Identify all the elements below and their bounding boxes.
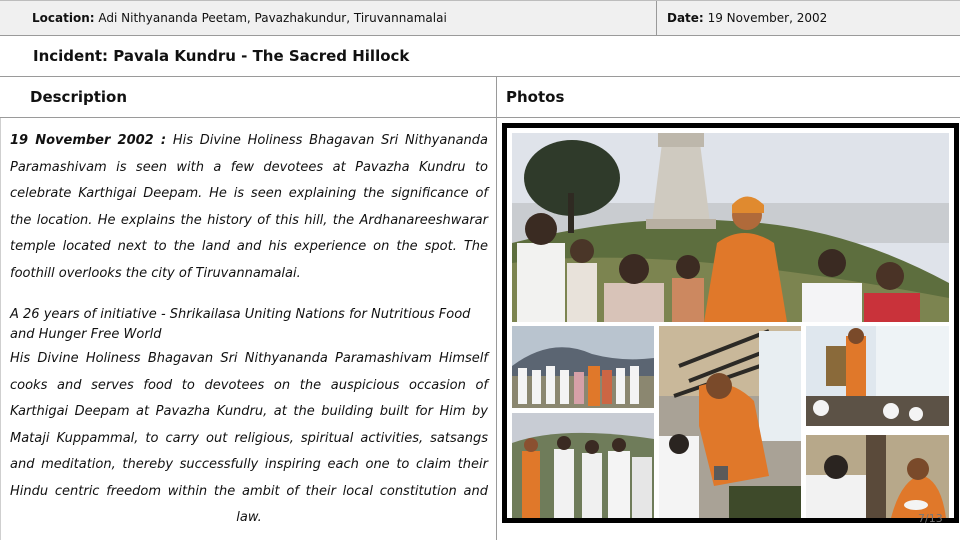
description-paragraph-2: His Divine Holiness Bhagavan Sri Nithyananda Paramashivam Himself cooks and serves food to devotees on the auspicious occasion of Karthigai Deepam at Pavazha Kundru, at the building built for Him by Mataji Kuppammal, to carry out religious, spiritual activities, satsangs and meditation, thereby successfully inspiring each one to claim their Hindu centric freedom within the ambit of their local constitution and law. xyxy=(10,351,488,525)
photo-eating xyxy=(806,435,949,518)
photo-cooking xyxy=(659,326,801,518)
header-row xyxy=(0,0,960,36)
date-value: 19 November, 2002 xyxy=(707,11,828,25)
photo-devotees-walking xyxy=(512,413,654,518)
photo-collage xyxy=(502,123,959,523)
column-headers xyxy=(0,77,960,118)
photo-group-on-hill xyxy=(512,326,654,408)
initiative-subheading: A 26 years of initiative - Shrikailasa Uniting Nations for Nutritious Food and Hunger Free World xyxy=(10,307,471,342)
date-cell xyxy=(658,1,960,36)
paragraph-1-text: His Divine Holiness Bhagavan Sri Nithyananda Paramashivam is seen with a few devotees at Pavazha Kundru to celebrate Karthigai Deepam. He is seen explaining the significance of the location. He explains the history of this hill, the Ardhanareeshwarar temple located next to the land and his experience on the spot. The foothill overlooks the city of Tiruvannamalai. xyxy=(10,133,489,281)
description-heading: Description xyxy=(0,77,497,117)
incident-row xyxy=(0,36,960,77)
location-label: Location: xyxy=(32,11,95,25)
location-cell xyxy=(0,1,657,36)
page-number: 7/13 xyxy=(918,512,943,525)
incident-title: Incident: Pavala Kundru - The Sacred Hillock xyxy=(33,47,410,65)
paragraph-date: 19 November 2002 : xyxy=(10,133,167,148)
date-label: Date: xyxy=(667,11,704,25)
description-paragraph-1 xyxy=(10,128,488,287)
photos-heading: Photos xyxy=(506,88,565,106)
location-value: Adi Nithyananda Peetam, Pavazhakundur, Tiruvannamalai xyxy=(98,11,447,25)
photo-hilltop-gathering xyxy=(512,133,949,322)
photo-serving-food xyxy=(806,326,949,426)
